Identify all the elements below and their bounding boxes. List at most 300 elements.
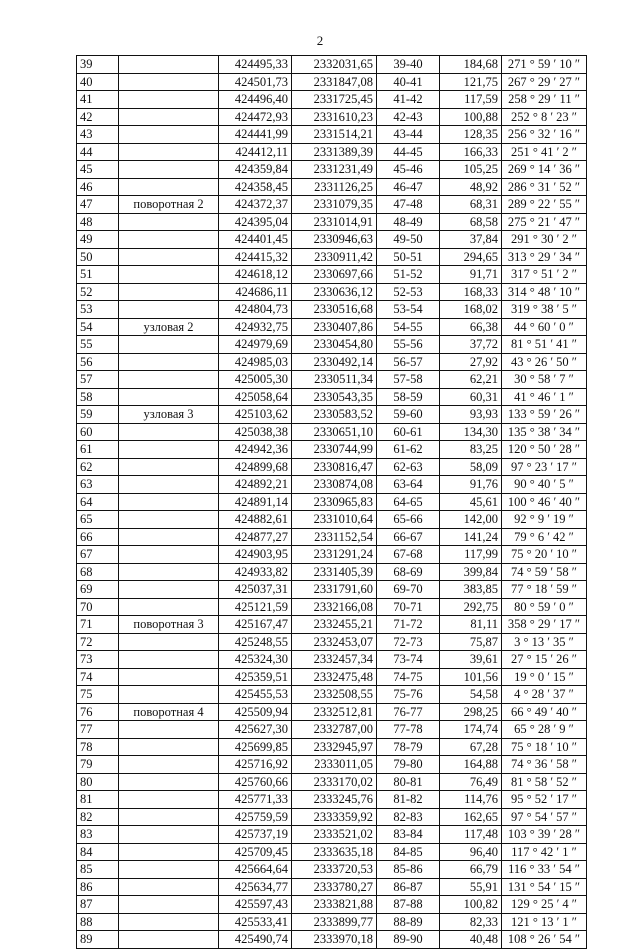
point-number-cell: 57: [77, 371, 119, 389]
segment-cell: 60-61: [377, 423, 440, 441]
length-cell: 91,76: [440, 476, 502, 494]
table-row: [77, 371, 587, 389]
length-cell: 62,21: [440, 371, 502, 389]
segment-cell: 88-89: [377, 913, 440, 931]
table-row: [77, 196, 587, 214]
length-cell: 168,33: [440, 283, 502, 301]
segment-cell: 47-48: [377, 196, 440, 214]
direction-angle-cell: 269 ° 14 ′ 36 ″: [502, 161, 587, 179]
x-coordinate-cell: 424979,69: [219, 336, 292, 354]
x-coordinate-cell: 424495,33: [219, 56, 292, 74]
length-cell: 83,25: [440, 441, 502, 459]
segment-cell: 82-83: [377, 808, 440, 826]
length-cell: 60,31: [440, 388, 502, 406]
point-number-cell: 76: [77, 703, 119, 721]
segment-cell: 53-54: [377, 301, 440, 319]
point-number-cell: 77: [77, 721, 119, 739]
segment-cell: 75-76: [377, 686, 440, 704]
table-row: [77, 581, 587, 599]
point-number-cell: 59: [77, 406, 119, 424]
x-coordinate-cell: 425359,51: [219, 668, 292, 686]
x-coordinate-cell: 425037,31: [219, 581, 292, 599]
y-coordinate-cell: 2330636,12: [292, 283, 377, 301]
y-coordinate-cell: 2333720,53: [292, 861, 377, 879]
length-cell: 114,76: [440, 791, 502, 809]
x-coordinate-cell: 424359,84: [219, 161, 292, 179]
x-coordinate-cell: 425737,19: [219, 826, 292, 844]
point-number-cell: 62: [77, 458, 119, 476]
table-row: [77, 878, 587, 896]
x-coordinate-cell: 424472,93: [219, 108, 292, 126]
x-coordinate-cell: 425533,41: [219, 913, 292, 931]
table-row: [77, 283, 587, 301]
y-coordinate-cell: 2330651,10: [292, 423, 377, 441]
direction-angle-cell: 317 ° 51 ′ 2 ″: [502, 266, 587, 284]
y-coordinate-cell: 2332457,34: [292, 651, 377, 669]
direction-angle-cell: 81 ° 58 ′ 52 ″: [502, 773, 587, 791]
table-row: [77, 791, 587, 809]
direction-angle-cell: 95 ° 52 ′ 17 ″: [502, 791, 587, 809]
point-number-cell: 82: [77, 808, 119, 826]
point-type-cell: [119, 791, 219, 809]
point-number-cell: 53: [77, 301, 119, 319]
length-cell: 128,35: [440, 126, 502, 144]
length-cell: 168,02: [440, 301, 502, 319]
length-cell: 91,71: [440, 266, 502, 284]
x-coordinate-cell: 425709,45: [219, 843, 292, 861]
segment-cell: 71-72: [377, 616, 440, 634]
table-row: [77, 773, 587, 791]
x-coordinate-cell: 425324,30: [219, 651, 292, 669]
y-coordinate-cell: 2330946,63: [292, 231, 377, 249]
point-number-cell: 50: [77, 248, 119, 266]
table-row: [77, 861, 587, 879]
point-type-cell: [119, 861, 219, 879]
length-cell: 174,74: [440, 721, 502, 739]
table-row: [77, 318, 587, 336]
point-type-cell: [119, 161, 219, 179]
table-row: [77, 651, 587, 669]
x-coordinate-cell: 424401,45: [219, 231, 292, 249]
table-row: [77, 476, 587, 494]
y-coordinate-cell: 2330516,68: [292, 301, 377, 319]
direction-angle-cell: 135 ° 38 ′ 34 ″: [502, 423, 587, 441]
table-row: [77, 668, 587, 686]
direction-angle-cell: 19 ° 0 ′ 15 ″: [502, 668, 587, 686]
x-coordinate-cell: 424891,14: [219, 493, 292, 511]
direction-angle-cell: 44 ° 60 ′ 0 ″: [502, 318, 587, 336]
point-type-cell: [119, 91, 219, 109]
x-coordinate-cell: 425005,30: [219, 371, 292, 389]
y-coordinate-cell: 2331126,25: [292, 178, 377, 196]
direction-angle-cell: 4 ° 28 ′ 37 ″: [502, 686, 587, 704]
segment-cell: 69-70: [377, 581, 440, 599]
x-coordinate-cell: 424372,37: [219, 196, 292, 214]
direction-angle-cell: 258 ° 29 ′ 11 ″: [502, 91, 587, 109]
y-coordinate-cell: 2333635,18: [292, 843, 377, 861]
length-cell: 54,58: [440, 686, 502, 704]
y-coordinate-cell: 2332455,21: [292, 616, 377, 634]
point-type-cell: [119, 738, 219, 756]
length-cell: 81,11: [440, 616, 502, 634]
point-type-cell: [119, 773, 219, 791]
direction-angle-cell: 79 ° 6 ′ 42 ″: [502, 528, 587, 546]
direction-angle-cell: 358 ° 29 ′ 17 ″: [502, 616, 587, 634]
table-row: [77, 423, 587, 441]
point-number-cell: 75: [77, 686, 119, 704]
direction-angle-cell: 80 ° 59 ′ 0 ″: [502, 598, 587, 616]
segment-cell: 66-67: [377, 528, 440, 546]
length-cell: 100,88: [440, 108, 502, 126]
segment-cell: 51-52: [377, 266, 440, 284]
direction-angle-cell: 271 ° 59 ′ 10 ″: [502, 56, 587, 74]
x-coordinate-cell: 425121,59: [219, 598, 292, 616]
segment-cell: 89-90: [377, 931, 440, 949]
y-coordinate-cell: 2332453,07: [292, 633, 377, 651]
direction-angle-cell: 65 ° 28 ′ 9 ″: [502, 721, 587, 739]
y-coordinate-cell: 2332031,65: [292, 56, 377, 74]
segment-cell: 56-57: [377, 353, 440, 371]
coordinates-table-body: [77, 56, 587, 949]
table-row: [77, 56, 587, 74]
direction-angle-cell: 286 ° 31 ′ 52 ″: [502, 178, 587, 196]
point-number-cell: 47: [77, 196, 119, 214]
segment-cell: 77-78: [377, 721, 440, 739]
table-row: [77, 913, 587, 931]
point-type-cell: [119, 721, 219, 739]
table-row: [77, 931, 587, 949]
x-coordinate-cell: 424686,11: [219, 283, 292, 301]
point-number-cell: 41: [77, 91, 119, 109]
point-number-cell: 66: [77, 528, 119, 546]
point-type-cell: [119, 231, 219, 249]
x-coordinate-cell: 424882,61: [219, 511, 292, 529]
point-type-cell: [119, 248, 219, 266]
table-row: [77, 248, 587, 266]
segment-cell: 42-43: [377, 108, 440, 126]
x-coordinate-cell: 425103,62: [219, 406, 292, 424]
point-type-cell: [119, 73, 219, 91]
table-row: [77, 336, 587, 354]
point-type-cell: [119, 896, 219, 914]
direction-angle-cell: 30 ° 58 ′ 7 ″: [502, 371, 587, 389]
point-type-cell: [119, 808, 219, 826]
direction-angle-cell: 97 ° 54 ′ 57 ″: [502, 808, 587, 826]
x-coordinate-cell: 424501,73: [219, 73, 292, 91]
table-row: [77, 441, 587, 459]
y-coordinate-cell: 2331725,45: [292, 91, 377, 109]
point-number-cell: 89: [77, 931, 119, 949]
point-type-cell: [119, 528, 219, 546]
direction-angle-cell: 313 ° 29 ′ 34 ″: [502, 248, 587, 266]
y-coordinate-cell: 2332166,08: [292, 598, 377, 616]
point-number-cell: 79: [77, 756, 119, 774]
point-number-cell: 65: [77, 511, 119, 529]
table-row: [77, 546, 587, 564]
coordinates-table: [76, 55, 587, 949]
point-type-cell: [119, 423, 219, 441]
point-type-cell: [119, 546, 219, 564]
x-coordinate-cell: 425455,53: [219, 686, 292, 704]
point-number-cell: 48: [77, 213, 119, 231]
y-coordinate-cell: 2330492,14: [292, 353, 377, 371]
x-coordinate-cell: 425058,64: [219, 388, 292, 406]
table-row: [77, 73, 587, 91]
y-coordinate-cell: 2331010,64: [292, 511, 377, 529]
direction-angle-cell: 319 ° 38 ′ 5 ″: [502, 301, 587, 319]
x-coordinate-cell: 425716,92: [219, 756, 292, 774]
segment-cell: 76-77: [377, 703, 440, 721]
length-cell: 37,84: [440, 231, 502, 249]
segment-cell: 62-63: [377, 458, 440, 476]
direction-angle-cell: 314 ° 48 ′ 10 ″: [502, 283, 587, 301]
point-type-cell: [119, 581, 219, 599]
table-row: [77, 896, 587, 914]
direction-angle-cell: 252 ° 8 ′ 23 ″: [502, 108, 587, 126]
x-coordinate-cell: 424441,99: [219, 126, 292, 144]
segment-cell: 58-59: [377, 388, 440, 406]
direction-angle-cell: 43 ° 26 ′ 50 ″: [502, 353, 587, 371]
x-coordinate-cell: 424877,27: [219, 528, 292, 546]
length-cell: 93,93: [440, 406, 502, 424]
y-coordinate-cell: 2330583,52: [292, 406, 377, 424]
direction-angle-cell: 27 ° 15 ′ 26 ″: [502, 651, 587, 669]
point-number-cell: 78: [77, 738, 119, 756]
point-type-cell: поворотная 4: [119, 703, 219, 721]
segment-cell: 72-73: [377, 633, 440, 651]
point-number-cell: 84: [77, 843, 119, 861]
point-type-cell: [119, 108, 219, 126]
segment-cell: 39-40: [377, 56, 440, 74]
length-cell: 58,09: [440, 458, 502, 476]
table-row: [77, 808, 587, 826]
length-cell: 141,24: [440, 528, 502, 546]
y-coordinate-cell: 2331014,91: [292, 213, 377, 231]
point-number-cell: 43: [77, 126, 119, 144]
table-row: [77, 721, 587, 739]
point-type-cell: [119, 353, 219, 371]
length-cell: 298,25: [440, 703, 502, 721]
table-row: [77, 686, 587, 704]
point-type-cell: [119, 843, 219, 861]
direction-angle-cell: 81 ° 51 ′ 41 ″: [502, 336, 587, 354]
x-coordinate-cell: 425759,59: [219, 808, 292, 826]
table-row: [77, 178, 587, 196]
length-cell: 55,91: [440, 878, 502, 896]
x-coordinate-cell: 424415,32: [219, 248, 292, 266]
direction-angle-cell: 77 ° 18 ′ 59 ″: [502, 581, 587, 599]
x-coordinate-cell: 424903,95: [219, 546, 292, 564]
y-coordinate-cell: 2331079,35: [292, 196, 377, 214]
x-coordinate-cell: 424618,12: [219, 266, 292, 284]
length-cell: 100,82: [440, 896, 502, 914]
point-type-cell: [119, 388, 219, 406]
point-number-cell: 68: [77, 563, 119, 581]
y-coordinate-cell: 2333011,05: [292, 756, 377, 774]
x-coordinate-cell: 424985,03: [219, 353, 292, 371]
table-row: [77, 563, 587, 581]
point-number-cell: 63: [77, 476, 119, 494]
y-coordinate-cell: 2332945,97: [292, 738, 377, 756]
y-coordinate-cell: 2333245,76: [292, 791, 377, 809]
length-cell: 164,88: [440, 756, 502, 774]
point-number-cell: 70: [77, 598, 119, 616]
point-type-cell: [119, 826, 219, 844]
direction-angle-cell: 74 ° 36 ′ 58 ″: [502, 756, 587, 774]
point-number-cell: 46: [77, 178, 119, 196]
length-cell: 117,99: [440, 546, 502, 564]
segment-cell: 70-71: [377, 598, 440, 616]
point-number-cell: 69: [77, 581, 119, 599]
direction-angle-cell: 90 ° 40 ′ 5 ″: [502, 476, 587, 494]
y-coordinate-cell: 2330511,34: [292, 371, 377, 389]
y-coordinate-cell: 2331847,08: [292, 73, 377, 91]
length-cell: 45,61: [440, 493, 502, 511]
y-coordinate-cell: 2332512,81: [292, 703, 377, 721]
table-row: [77, 528, 587, 546]
direction-angle-cell: 41 ° 46 ′ 1 ″: [502, 388, 587, 406]
direction-angle-cell: 289 ° 22 ′ 55 ″: [502, 196, 587, 214]
segment-cell: 74-75: [377, 668, 440, 686]
x-coordinate-cell: 424496,40: [219, 91, 292, 109]
segment-cell: 43-44: [377, 126, 440, 144]
x-coordinate-cell: 425038,38: [219, 423, 292, 441]
length-cell: 68,31: [440, 196, 502, 214]
length-cell: 66,38: [440, 318, 502, 336]
point-number-cell: 74: [77, 668, 119, 686]
length-cell: 96,40: [440, 843, 502, 861]
table-row: [77, 633, 587, 651]
length-cell: 184,68: [440, 56, 502, 74]
table-row: [77, 598, 587, 616]
segment-cell: 46-47: [377, 178, 440, 196]
table-row: [77, 353, 587, 371]
length-cell: 292,75: [440, 598, 502, 616]
y-coordinate-cell: 2330911,42: [292, 248, 377, 266]
point-number-cell: 58: [77, 388, 119, 406]
segment-cell: 61-62: [377, 441, 440, 459]
x-coordinate-cell: 424899,68: [219, 458, 292, 476]
y-coordinate-cell: 2331231,49: [292, 161, 377, 179]
segment-cell: 57-58: [377, 371, 440, 389]
x-coordinate-cell: 424892,21: [219, 476, 292, 494]
table-row: [77, 738, 587, 756]
y-coordinate-cell: 2332787,00: [292, 721, 377, 739]
table-row: [77, 143, 587, 161]
direction-angle-cell: 108 ° 26 ′ 54 ″: [502, 931, 587, 949]
direction-angle-cell: 251 ° 41 ′ 2 ″: [502, 143, 587, 161]
length-cell: 383,85: [440, 581, 502, 599]
table-row: [77, 266, 587, 284]
y-coordinate-cell: 2331152,54: [292, 528, 377, 546]
length-cell: 294,65: [440, 248, 502, 266]
table-row: [77, 843, 587, 861]
point-type-cell: [119, 686, 219, 704]
point-number-cell: 71: [77, 616, 119, 634]
direction-angle-cell: 92 ° 9 ′ 19 ″: [502, 511, 587, 529]
y-coordinate-cell: 2330874,08: [292, 476, 377, 494]
table-row: [77, 108, 587, 126]
length-cell: 82,33: [440, 913, 502, 931]
table-row: [77, 703, 587, 721]
point-type-cell: поворотная 3: [119, 616, 219, 634]
point-number-cell: 86: [77, 878, 119, 896]
point-type-cell: [119, 178, 219, 196]
point-number-cell: 61: [77, 441, 119, 459]
point-number-cell: 72: [77, 633, 119, 651]
y-coordinate-cell: 2330454,80: [292, 336, 377, 354]
direction-angle-cell: 133 ° 59 ′ 26 ″: [502, 406, 587, 424]
segment-cell: 83-84: [377, 826, 440, 844]
segment-cell: 68-69: [377, 563, 440, 581]
table-row: [77, 406, 587, 424]
length-cell: 166,33: [440, 143, 502, 161]
x-coordinate-cell: 424412,11: [219, 143, 292, 161]
segment-cell: 49-50: [377, 231, 440, 249]
segment-cell: 50-51: [377, 248, 440, 266]
point-number-cell: 83: [77, 826, 119, 844]
length-cell: 399,84: [440, 563, 502, 581]
point-type-cell: [119, 493, 219, 511]
point-type-cell: [119, 878, 219, 896]
point-type-cell: [119, 511, 219, 529]
direction-angle-cell: 129 ° 25 ′ 4 ″: [502, 896, 587, 914]
table-row: [77, 231, 587, 249]
point-type-cell: узловая 2: [119, 318, 219, 336]
y-coordinate-cell: 2332475,48: [292, 668, 377, 686]
point-number-cell: 52: [77, 283, 119, 301]
point-number-cell: 51: [77, 266, 119, 284]
point-type-cell: [119, 931, 219, 949]
y-coordinate-cell: 2330697,66: [292, 266, 377, 284]
direction-angle-cell: 121 ° 13 ′ 1 ″: [502, 913, 587, 931]
table-row: [77, 388, 587, 406]
point-type-cell: [119, 301, 219, 319]
segment-cell: 40-41: [377, 73, 440, 91]
point-type-cell: [119, 651, 219, 669]
x-coordinate-cell: 425699,85: [219, 738, 292, 756]
point-number-cell: 88: [77, 913, 119, 931]
segment-cell: 63-64: [377, 476, 440, 494]
point-number-cell: 49: [77, 231, 119, 249]
point-type-cell: [119, 371, 219, 389]
segment-cell: 79-80: [377, 756, 440, 774]
y-coordinate-cell: 2333521,02: [292, 826, 377, 844]
direction-angle-cell: 97 ° 23 ′ 17 ″: [502, 458, 587, 476]
y-coordinate-cell: 2330965,83: [292, 493, 377, 511]
segment-cell: 67-68: [377, 546, 440, 564]
y-coordinate-cell: 2333170,02: [292, 773, 377, 791]
direction-angle-cell: 75 ° 18 ′ 10 ″: [502, 738, 587, 756]
direction-angle-cell: 120 ° 50 ′ 28 ″: [502, 441, 587, 459]
point-type-cell: [119, 441, 219, 459]
segment-cell: 52-53: [377, 283, 440, 301]
table-row: [77, 213, 587, 231]
length-cell: 39,61: [440, 651, 502, 669]
segment-cell: 45-46: [377, 161, 440, 179]
point-number-cell: 80: [77, 773, 119, 791]
table-row: [77, 616, 587, 634]
length-cell: 105,25: [440, 161, 502, 179]
point-number-cell: 64: [77, 493, 119, 511]
segment-cell: 55-56: [377, 336, 440, 354]
x-coordinate-cell: 425771,33: [219, 791, 292, 809]
table-row: [77, 511, 587, 529]
point-number-cell: 54: [77, 318, 119, 336]
x-coordinate-cell: 425167,47: [219, 616, 292, 634]
table-row: [77, 301, 587, 319]
point-type-cell: [119, 56, 219, 74]
